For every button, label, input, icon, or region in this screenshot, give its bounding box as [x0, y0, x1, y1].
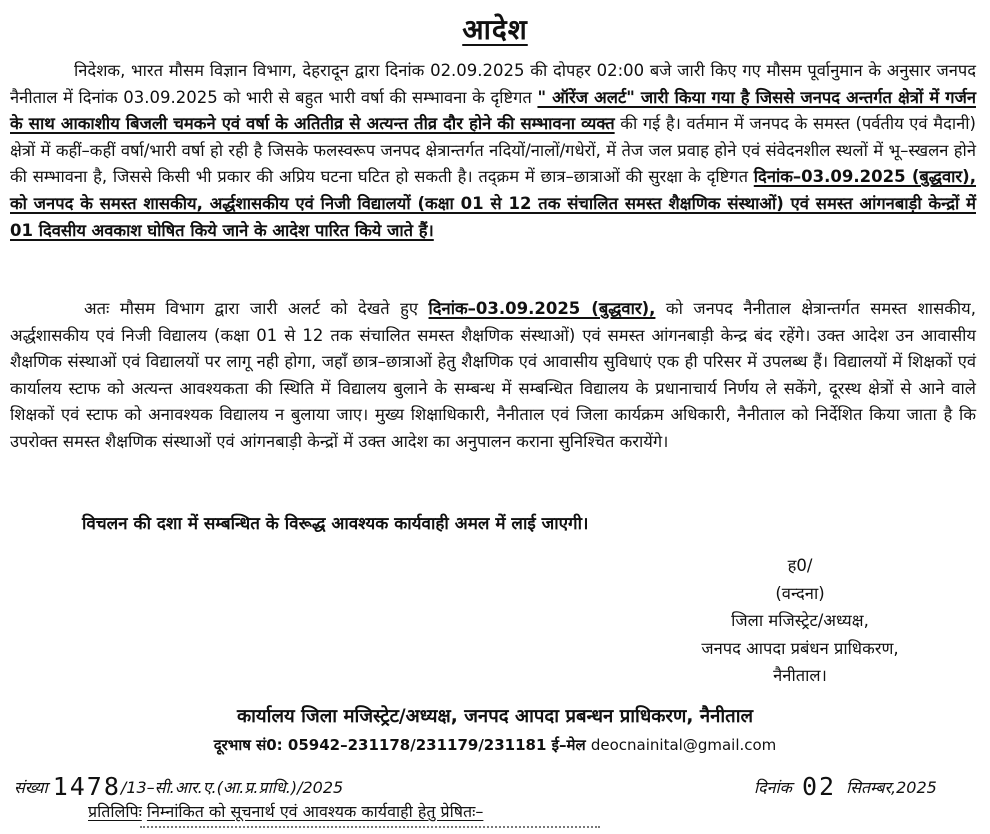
- date-month-year: सितम्बर,2025: [846, 778, 937, 797]
- signatory-designation: जिला मजिस्ट्रेट/अध्यक्ष,: [731, 611, 869, 630]
- date-label: दिनांक: [754, 778, 792, 797]
- reference-suffix: /13–सी.आर.ए.(आ.प्र.प्राधि.)/2025: [120, 778, 344, 797]
- copy-to-label: प्रतिलिपिः: [88, 802, 142, 821]
- signature-mark: ह0/: [787, 556, 813, 575]
- paragraph-deviation-warning: विचलन की दशा में सम्बन्धित के विरूद्ध आवश्यक कार्यवाही अमल में लाई जाएगी।: [82, 514, 589, 534]
- closure-details-text: को जनपद नैनीताल क्षेत्रान्तर्गत समस्त शासकीय, अर्द्धशासकीय एवं निजी विद्यालय (कक्षा 01 से 12 तक संचालित समस्त शैक्षणिक संस्थाओं) एवं समस्त आंगनबाड़ी केन्द्र बंद रहेंगे। उक्त आदेश उन आवासीय शैक्षणिक संस्थाओं एवं विद्यालयों पर लागू नही होगा, जहाँ छात्र–छात्राओं हेतु शैक्षणिक एवं आवासीय सुविधाएं एक ही परिसर में उपलब्ध हैं। विद्यालयों में शिक्षकों एवं कार्यालय स्टाफ को अत्यन्त आवश्यकता की स्थिति में विद्यालय बुलाने के सम्बन्ध में सम्बन्धित विद्यालय के प्रधानाचार्य निर्णय ले सकेंगे, दूरस्थ क्षेत्रों से आने वाले शिक्षकों एवं स्टाफ को अनावश्यक विद्यालय न बुलाया जाए। मुख्य शिक्षाधिकारी, नैनीताल एवं जिला कार्यक्रम अधिकारी, नैनीताल को निर्देशित किया जाता है कि उपरोक्त समस्त शैक्षणिक संस्थाओं एवं आंगनबाड़ी केन्द्रों में उक्त आदेश का अनुपालन कराना सुनिश्चित करायेंगे।: [10, 299, 976, 451]
- date-handwritten-day: 02: [801, 772, 837, 801]
- closure-intro-text: अतः मौसम विभाग द्वारा जारी अलर्ट को देखते हुए: [84, 299, 429, 318]
- alert-intro-text: निदेशक, भारत मौसम विज्ञान विभाग, देहरादून द्वारा दिनांक 02.09.2025 की दोपहर 02:00 बजे जारी किए गए मौसम पूर्वानुमान के अनुसार जनपद नैनीताल में दिनांक 03.09.2025 को भारी से बहुत भारी वर्षा की सम्भावना के दृष्टिगत: [10, 61, 976, 107]
- email-link[interactable]: deocnainital@gmail.com: [590, 736, 777, 754]
- reference-date: [754, 770, 937, 799]
- phone-numbers: दूरभाष सं0: 05942–231178/231179/231181 ई–मेल: [213, 736, 591, 754]
- reference-label: संख्या: [14, 778, 48, 797]
- signatory-name: (वन्दना): [775, 583, 825, 603]
- closure-date-text: दिनांक–03.09.2025 (बुद्धवार),: [428, 299, 656, 318]
- orange-alert-text: " ऑरेंज अलर्ट" जारी किया गया है जिससे जनपद अन्तर्गत क्षेत्रों में गर्जन के साथ आकाशीय बिजली चमकने एवं वर्षा के अतितीव्र से अत्यन्त तीव्र दौर होने की सम्भावना व्यक्त: [10, 87, 976, 134]
- signature-block: [640, 552, 960, 690]
- copy-to-line: [88, 800, 483, 822]
- copy-to-text: निम्नांकित को सूचनार्थ एवं आवश्यक कार्यवाही हेतु प्रेषितः–: [146, 802, 484, 821]
- office-contact: [0, 735, 990, 755]
- reference-line: [14, 764, 974, 801]
- signatory-location: नैनीताल।: [773, 666, 827, 685]
- holiday-declaration-text: दिनांक–03.09.2025 (बुद्धवार), को जनपद के समस्त शासकीय, अर्द्धशासकीय एवं निजी विद्यालयों (कक्षा 01 से 12 तक संचालित समस्त शैक्षणिक संस्थाओं) एवं समस्त आंगनबाड़ी केन्द्रों में 01 दिवसीय अवकाश घोषित किये जाने के आदेश पारित किये जाते हैं।: [10, 167, 976, 240]
- reference-handwritten-number: 1478: [52, 772, 121, 801]
- signatory-authority: जनपद आपदा प्रबंधन प्राधिकरण,: [701, 638, 899, 658]
- cutoff-text-fragment: [140, 826, 600, 834]
- alert-details-text: की गई है। वर्तमान में जनपद के समस्त (पर्वतीय एवं मैदानी) क्षेत्रों में कहीं–कहीं वर्षा/भारी वर्षा हो रही है जिसके फलस्वरूप जनपद क्षेत्रान्तर्गत नदियों/नालों/गधेरों, में तेज जल प्रवाह होने एवं संवेदनशील स्थलों में भू–स्खलन होने की सम्भावना है, जिससे किसी भी प्रकार की अप्रिय घटना घटित हो सकती है। तद्क्रम में छात्र–छात्राओं की सुरक्षा के दृष्टिगत: [10, 114, 976, 187]
- office-heading: कार्यालय जिला मजिस्ट्रेट/अध्यक्ष, जनपद आपदा प्रबन्धन प्राधिकरण, नैनीताल: [236, 706, 754, 727]
- document-title: आदेश: [462, 13, 528, 46]
- reference-number: [14, 770, 343, 799]
- paragraph-weather-alert: [10, 58, 976, 244]
- paragraph-closure-order: [10, 296, 976, 456]
